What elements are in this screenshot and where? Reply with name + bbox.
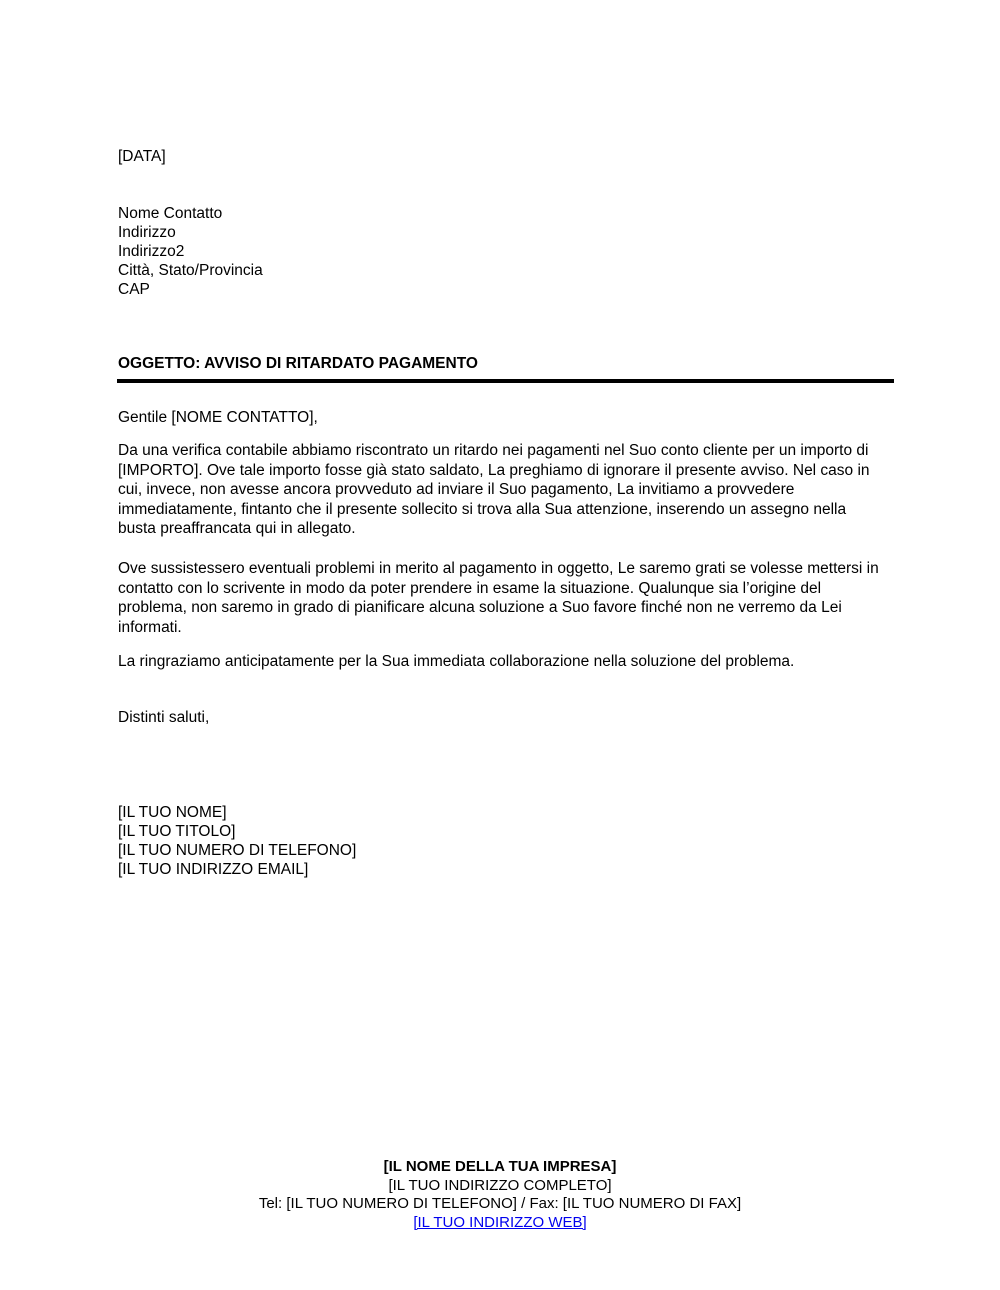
footer-web-link[interactable]: [IL TUO INDIRIZZO WEB] xyxy=(413,1213,587,1231)
signature-line-title: [IL TUO TITOLO] xyxy=(118,823,236,840)
recipient-line-address2: Indirizzo2 xyxy=(118,243,185,260)
body-paragraph-2: Ove sussistessero eventuali problemi in merito al pagamento in oggetto, Le saremo grati se volesse mettersi in contatto con lo scrivente in modo da poter prendere in esame la situazione. Qualunque sia l’origine del problema, non saremo in grado di pianificare alcuna soluzione a Suo favore finché non ne verremo da Lei informati. xyxy=(118,560,879,636)
body-paragraph-1: Da una verifica contabile abbiamo riscontrato un ritardo nei pagamenti nel Suo conto cliente per un importo di [IMPORTO]. Ove tale importo fosse già stato saldato, La preghiamo di ignorare il presente avviso. Nel caso in cui, invece, non avesse ancora provveduto ad inviare il Suo pagamento, La invitiamo a provvedere immediatamente, fintanto che il presente sollecito si trova alla Sua attenzione, inserendo un assegno nella busta preaffrancata qui in allegato. xyxy=(118,442,870,537)
closing-salutation: Distinti saluti, xyxy=(118,709,210,726)
footer-phone-fax: Tel: [IL TUO NUMERO DI TELEFONO] / Fax: [IL TUO NUMERO DI FAX] xyxy=(258,1195,742,1212)
salutation: Gentile [NOME CONTATTO], xyxy=(118,409,318,426)
recipient-block xyxy=(118,204,888,299)
footer-company-address: [IL TUO INDIRIZZO COMPLETO] xyxy=(388,1176,612,1194)
signature-block xyxy=(118,803,888,879)
signature-line-phone: [IL TUO NUMERO DI TELEFONO] xyxy=(118,842,357,859)
recipient-line-city-state: Città, Stato/Provincia xyxy=(118,262,263,279)
subject-divider-rule xyxy=(117,379,894,383)
body-paragraph-3: La ringraziamo anticipatamente per la Sua immediata collaborazione nella soluzione del problema. xyxy=(118,653,795,670)
signature-line-email: [IL TUO INDIRIZZO EMAIL] xyxy=(118,861,309,878)
recipient-line-name: Nome Contatto xyxy=(118,205,223,222)
recipient-line-postal-code: CAP xyxy=(118,281,150,298)
footer-company-name: [IL NOME DELLA TUA IMPRESA] xyxy=(383,1158,617,1175)
company-footer xyxy=(0,1158,1000,1232)
signature-line-name: [IL TUO NOME] xyxy=(118,804,227,821)
date-placeholder: [DATA] xyxy=(118,148,166,165)
subject-line: OGGETTO: AVVISO DI RITARDATO PAGAMENTO xyxy=(118,355,478,372)
recipient-line-address1: Indirizzo xyxy=(118,224,176,241)
